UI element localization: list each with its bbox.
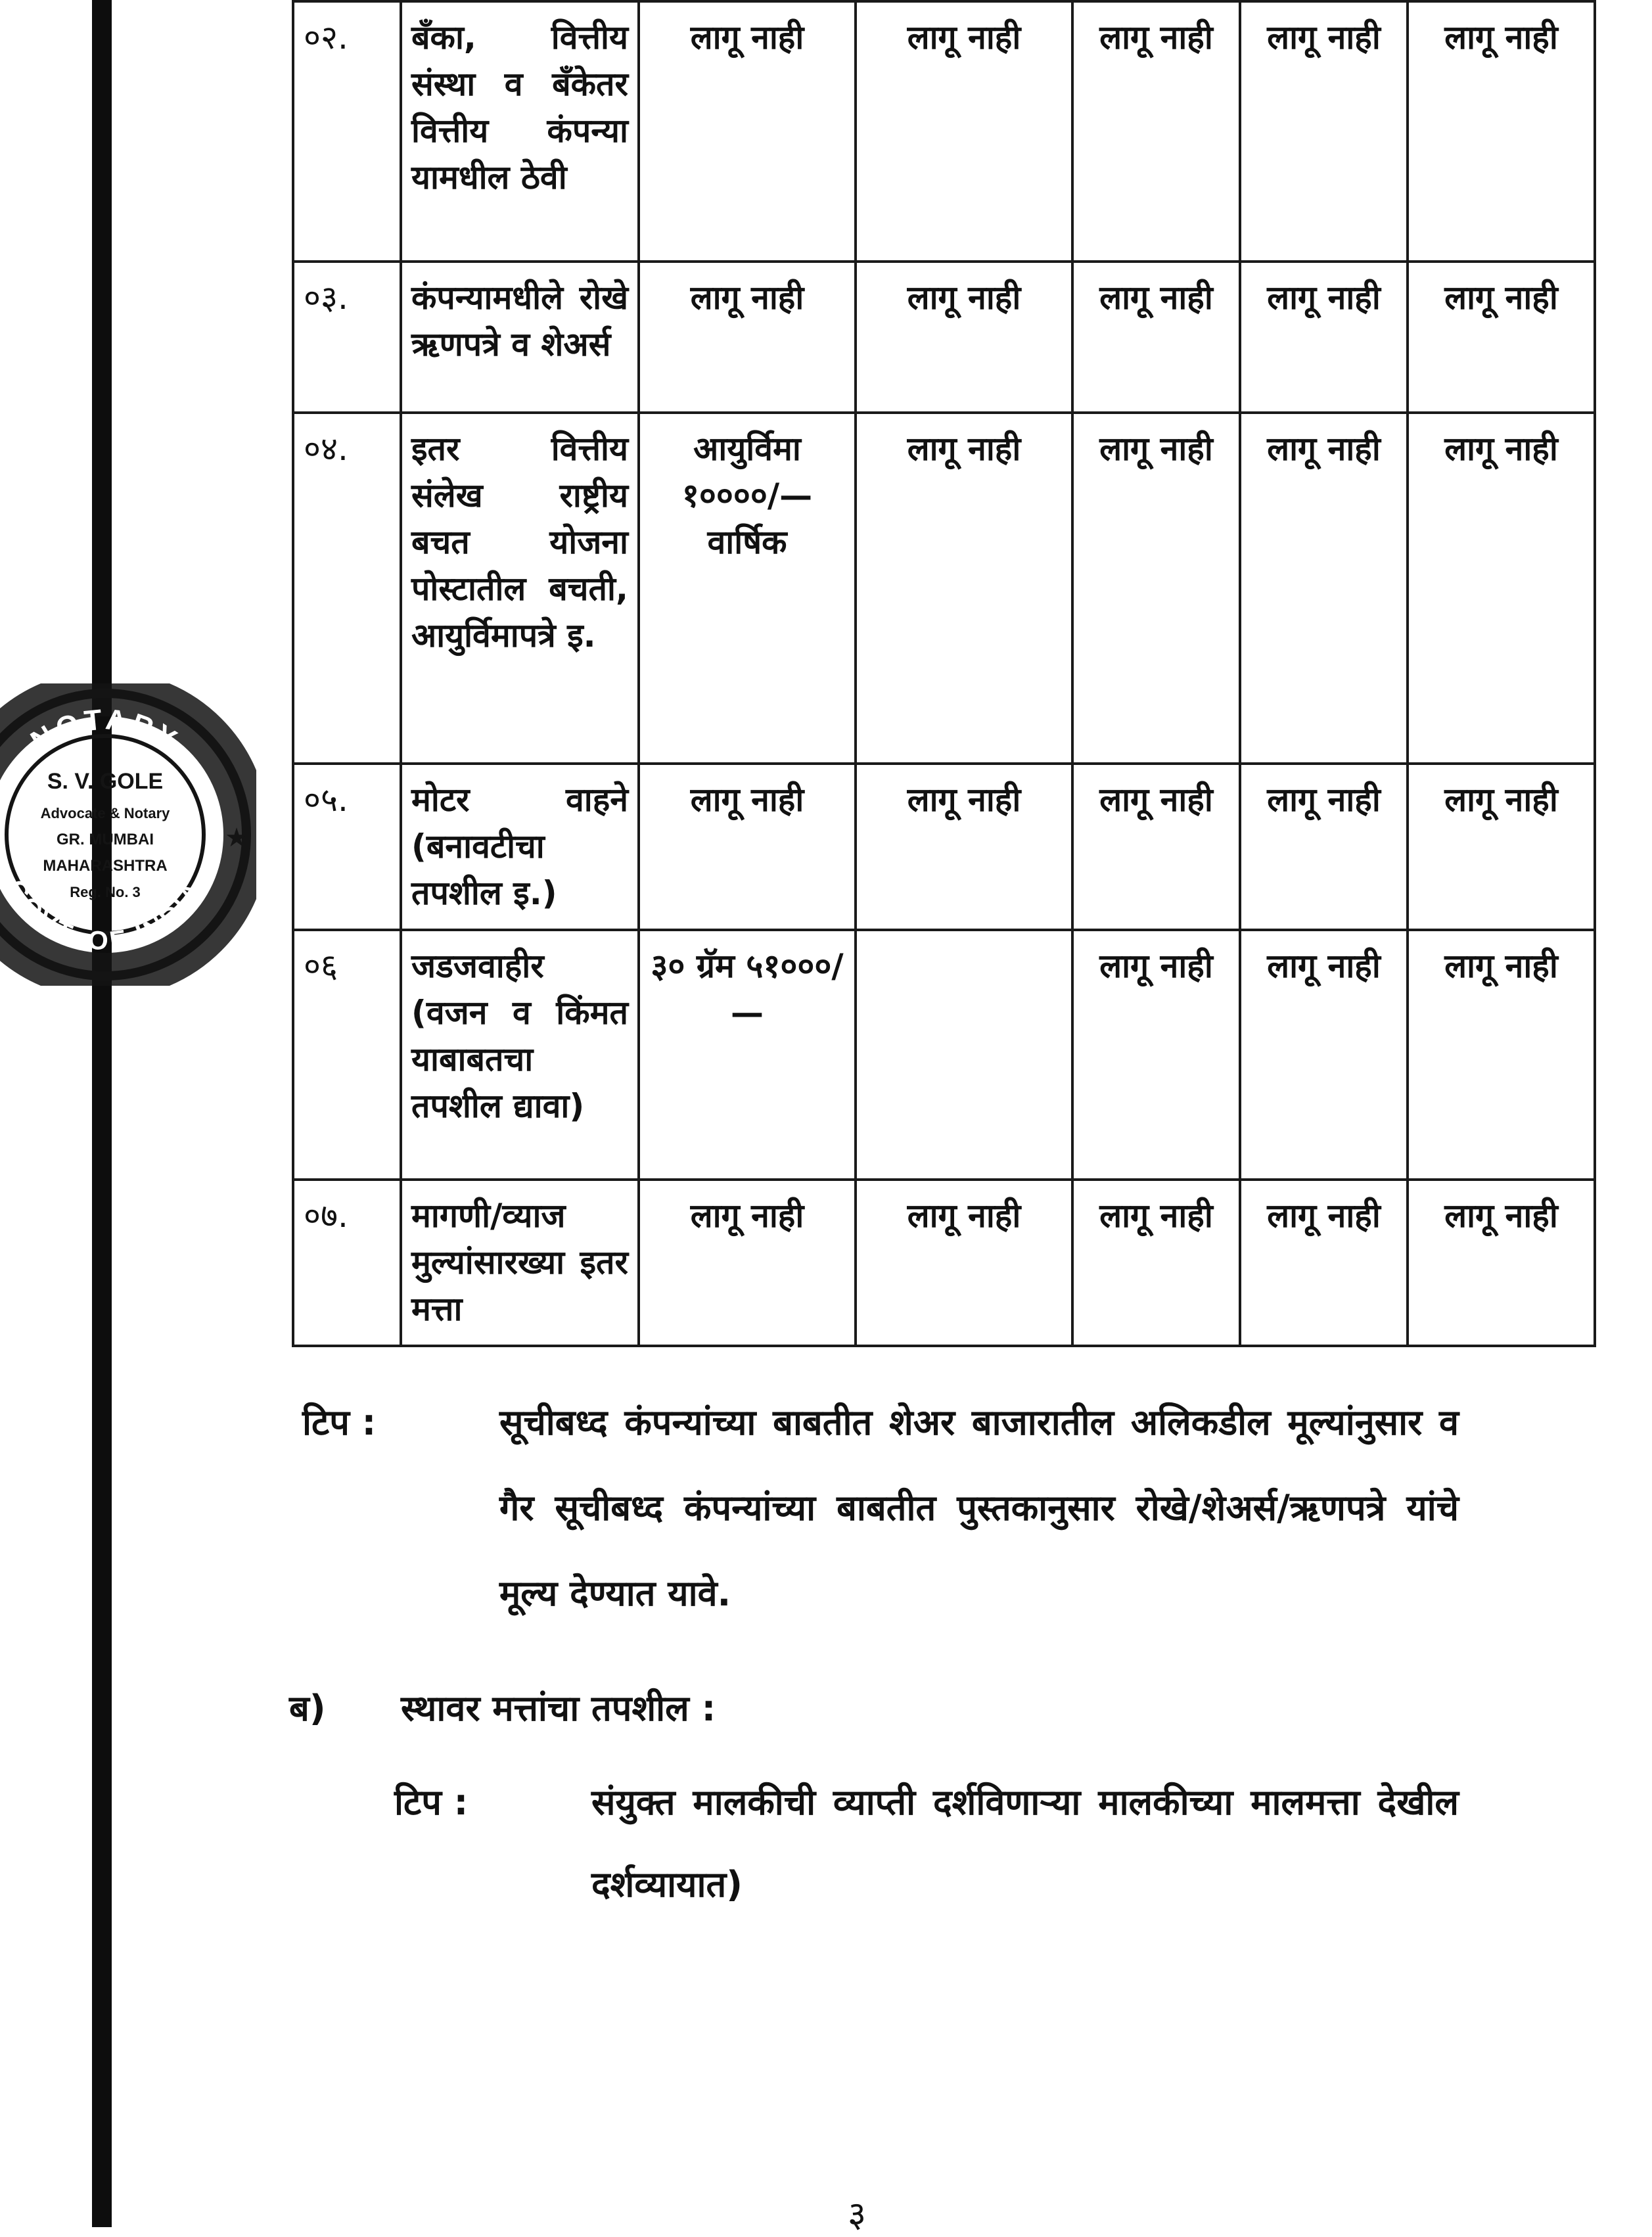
value-cell: लागू नाही — [639, 1, 856, 262]
value-cell: लागू नाही — [1240, 764, 1408, 930]
asset-description: जडजवाहीर (वजन व किंमत याबाबतचा तपशील द्यावा) — [401, 930, 639, 1180]
value-cell: लागू नाही — [856, 262, 1072, 413]
asset-description: मोटर वाहने (बनावटीचा तपशील इ.) — [401, 764, 639, 930]
value-cell: लागू नाही — [1240, 413, 1408, 764]
table-row — [293, 1180, 1595, 1346]
seal-city: GR. MUMBAI — [57, 831, 154, 848]
table-row — [293, 930, 1595, 1180]
value-cell: लागू नाही — [856, 764, 1072, 930]
value-cell: लागू नाही — [639, 764, 856, 930]
note-label: टिप : — [394, 1782, 469, 1823]
row-number: ०४. — [293, 413, 401, 764]
asset-description: मागणी/व्याज मुल्यांसारख्या इतर मत्ता — [401, 1180, 639, 1346]
value-cell: लागू नाही — [1240, 1180, 1408, 1346]
note-label: टिप : — [302, 1402, 377, 1443]
asset-description: कंपन्यामधीले रोखे ऋणपत्रे व शेअर्स — [401, 262, 639, 413]
seal-registration: Reg. No. 3 — [70, 884, 141, 900]
value-cell: लागू नाही — [1072, 1180, 1240, 1346]
note-text: सूचीबध्द कंपन्यांच्या बाबतीत शेअर बाजारातील अलिकडील मूल्यांनुसार व गैर सूचीबध्द कंपन्यांच्या बाबतीत पुस्तकानुसार रोखे/शेअर्स/ऋणपत्रे यांचे मूल्य देण्यात यावे. — [499, 1402, 1459, 1614]
value-cell: लागू नाही — [856, 413, 1072, 764]
table-row — [293, 764, 1595, 930]
value-cell: लागू नाही — [1240, 1, 1408, 262]
value-cell: लागू नाही — [1072, 764, 1240, 930]
value-cell: लागू नाही — [1240, 262, 1408, 413]
note-text: संयुक्त मालकीची व्याप्ती दर्शविणाऱ्या मालकीच्या मालमत्ता देखील दर्शव्यायात) — [591, 1782, 1459, 1905]
asset-description: इतर वित्तीय संलेख राष्ट्रीय बचत योजना पोस्टातील बचती, आयुर्विमापत्रे इ. — [401, 413, 639, 764]
value-cell: लागू नाही — [1408, 413, 1595, 764]
value-cell: लागू नाही — [1408, 930, 1595, 1180]
value-cell: लागू नाही — [1408, 262, 1595, 413]
table-row — [293, 1, 1595, 262]
table-row — [293, 262, 1595, 413]
value-cell: लागू नाही — [639, 1180, 856, 1346]
value-cell: लागू नाही — [1072, 262, 1240, 413]
notary-seal-stamp — [0, 683, 256, 986]
asset-description: बँका, वित्तीय संस्था व बँकेतर वित्तीय कंपन्या यामधील ठेवी — [401, 1, 639, 262]
value-cell: आयुर्विमा १००००/— वार्षिक — [639, 413, 856, 764]
value-cell: लागू नाही — [1240, 930, 1408, 1180]
seal-bottom-text: GOVT. OF INDIA — [1, 875, 210, 956]
table-row — [293, 413, 1595, 764]
value-cell: ३० ग्रॅम ५१०००/— — [639, 930, 856, 1180]
value-cell: लागू नाही — [1072, 413, 1240, 764]
financial-assets-table — [292, 0, 1596, 1347]
value-cell: लागू नाही — [1072, 930, 1240, 1180]
value-cell: लागू नाही — [1408, 1, 1595, 262]
seal-state: MAHARASHTRA — [43, 857, 168, 875]
value-cell: लागू नाही — [1072, 1, 1240, 262]
row-number: ०३. — [293, 262, 401, 413]
row-number: ०६ — [293, 930, 401, 1180]
seal-name: S. V. GOLE — [47, 769, 164, 794]
value-cell: लागू नाही — [1408, 1180, 1595, 1346]
seal-designation: Advocate & Notary — [40, 805, 170, 821]
binding-edge-line — [92, 0, 112, 2227]
value-cell: लागू नाही — [1408, 764, 1595, 930]
seal-top-text: NOTARY — [25, 703, 185, 758]
value-cell — [856, 930, 1072, 1180]
row-number: ०५. — [293, 764, 401, 930]
value-cell: लागू नाही — [856, 1180, 1072, 1346]
page-number: ३ — [848, 2194, 867, 2235]
value-cell: लागू नाही — [639, 262, 856, 413]
seal-star-icon: ★ — [225, 823, 248, 853]
row-number: ०७. — [293, 1180, 401, 1346]
row-number: ०२. — [293, 1, 401, 262]
value-cell: लागू नाही — [856, 1, 1072, 262]
section-marker: ब) — [289, 1688, 326, 1729]
section-title: स्थावर मत्तांचा तपशील : — [401, 1688, 716, 1729]
